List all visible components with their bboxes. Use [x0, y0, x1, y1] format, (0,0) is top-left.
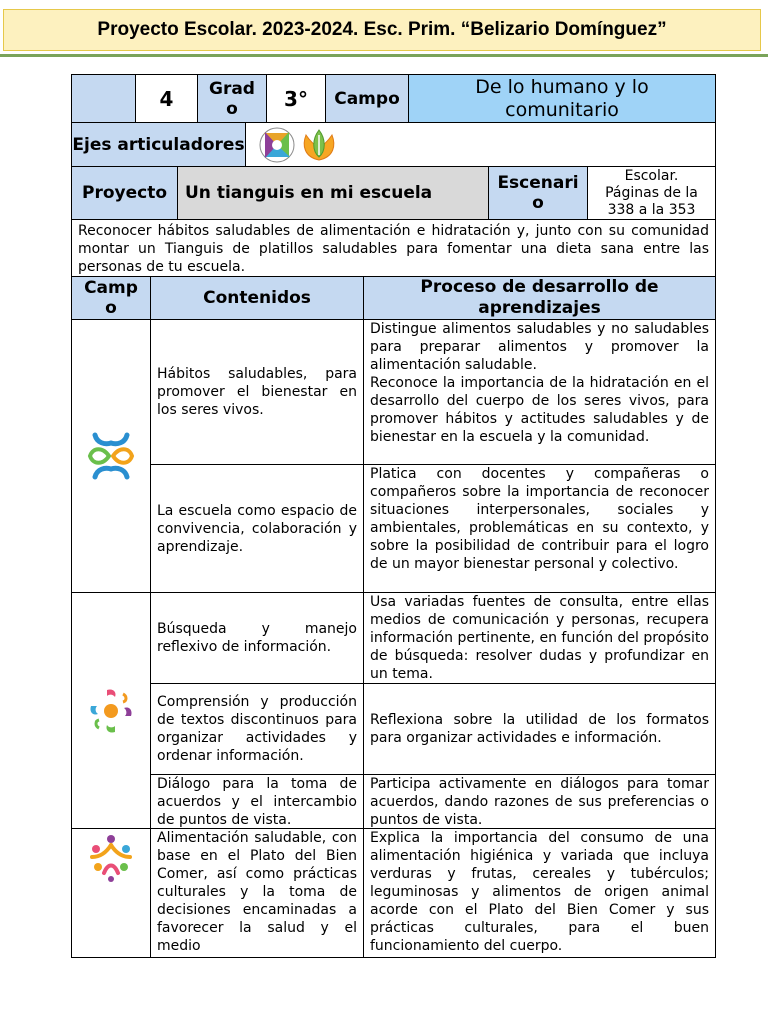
col-proceso-label: Proceso de desarrollo de aprendizajes [420, 277, 659, 318]
campo-label: Campo [334, 88, 400, 109]
contenido-cell-5 [150, 774, 364, 829]
fase-value: 4 [159, 86, 174, 111]
contenido-text: Comprensión y producción de textos discontinuos para organizar actividades y ordenar información. [157, 694, 357, 764]
proceso-cell-1 [363, 319, 716, 465]
fase-cell [135, 74, 198, 123]
proceso-text: Platica con docentes y compañeras o compañeros sobre la importancia de reconocer situaciones interpersonales, sociales y ambientales, problemáticas en su contexto, y sobre la posibilidad de contribuir para el logro de un mayor bienestar personal y colectivo. [370, 466, 709, 572]
campo-cell-humano [71, 828, 151, 958]
contenido-text: Hábitos saludables, para promover el bienestar en los seres vivos. [157, 366, 357, 418]
proyecto-cell [177, 166, 489, 220]
proyecto-label: Proyecto [81, 183, 168, 203]
campo-value: De lo humano y lo comunitario [475, 75, 649, 121]
project-description [71, 219, 716, 277]
col-proceso-header [363, 276, 716, 320]
etica-naturaleza-icon [87, 431, 135, 481]
description-text: Reconocer hábitos saludables de alimentación e hidratación y, junto con su comunidad montar un Tianguis de platillos saludables para fomentar una dieta sana entre las personas de tu escuela. [78, 223, 709, 275]
campo-label-cell [325, 74, 409, 123]
col-contenidos-label: Contenidos [203, 288, 311, 308]
escenario-label: Escenari o [497, 173, 579, 213]
proceso-text: Usa variadas fuentes de consulta, entre ellas medios de comunicación y personas, recupera información pertinente, en función del propósito de búsqueda: resolver dudas y profundizar en un tema. [370, 594, 709, 682]
proceso-text: Distingue alimentos saludables y no saludables para preparar alimentos y promover la alimentación saludable. [370, 321, 709, 373]
grado-cell [266, 74, 326, 123]
contenido-text: Diálogo para la toma de acuerdos y el intercambio de puntos de vista. [157, 775, 357, 828]
contenido-text: Alimentación saludable, con base en el Plato del Bien Comer, así como prácticas culturales y la toma de decisiones encaminadas a favorecer la salud y el medio [157, 830, 357, 954]
contenido-cell-3 [150, 592, 364, 684]
grado-label-cell [197, 74, 267, 123]
proceso-cell-4 [363, 683, 716, 775]
grado-label: Grad o [209, 78, 255, 119]
campo-cell-etica [71, 319, 151, 593]
contenido-cell-1 [150, 319, 364, 465]
proyecto-label-cell [71, 166, 178, 220]
contenido-text: Búsqueda y manejo reflexivo de información. [157, 621, 357, 655]
col-contenidos-header [150, 276, 364, 320]
campo-cell [408, 74, 716, 123]
escenario-cell [587, 166, 716, 220]
banner-title: Proyecto Escolar. 2023-2024. Esc. Prim. “Belizario Domínguez” [97, 19, 667, 40]
proceso-text: Explica la importancia del consumo de una alimentación higiénica y variada que incluya verduras y frutas, cereales y tubérculos; leguminosas y alimentos de origen animal acorde con el Plato del Bien Comer y sus prácticas culturales, para el buen funcionamiento del cuerpo. [370, 830, 709, 954]
contenido-text: La escuela como espacio de convivencia, colaboración y aprendizaje. [157, 502, 357, 555]
proceso-cell-3 [363, 592, 716, 684]
contenido-cell-2 [150, 464, 364, 593]
banner-divider [0, 54, 768, 57]
fase-label-cell [71, 74, 136, 123]
page-banner [3, 9, 761, 51]
proceso-text: Reconoce la importancia de la hidratación en el desarrollo del cuerpo de los seres vivos, para promover hábitos y actitudes saludables y de bienestar en la escuela y la comunidad. [370, 375, 709, 445]
vida-saludable-icon [300, 127, 338, 163]
ejes-cell [245, 122, 716, 167]
ejes-label-cell [71, 122, 246, 167]
proyecto-value: Un tianguis en mi escuela [185, 183, 433, 203]
proceso-cell-5 [363, 774, 716, 829]
grado-value: 3° [284, 86, 308, 111]
ejes-label: Ejes articuladores [72, 134, 245, 155]
escenario-value: Escolar. Páginas de la 338 a la 353 [605, 167, 698, 218]
lenguajes-icon [87, 686, 135, 736]
proceso-cell-6 [363, 828, 716, 958]
escenario-label-cell [488, 166, 588, 220]
humano-comunitario-icon [86, 833, 136, 883]
proceso-text: Participa activamente en diálogos para tomar acuerdos, dando razones de sus preferencias o puntos de vista. [370, 776, 709, 828]
proceso-text: Reflexiona sobre la utilidad de los formatos para organizar actividades e información. [370, 712, 709, 746]
col-campo-label: Camp o [84, 278, 138, 318]
contenido-cell-6 [150, 828, 364, 958]
inclusion-icon [259, 127, 295, 163]
proceso-cell-2 [363, 464, 716, 593]
contenido-cell-4 [150, 683, 364, 775]
campo-cell-lenguajes [71, 592, 151, 829]
col-campo-header [71, 276, 151, 320]
